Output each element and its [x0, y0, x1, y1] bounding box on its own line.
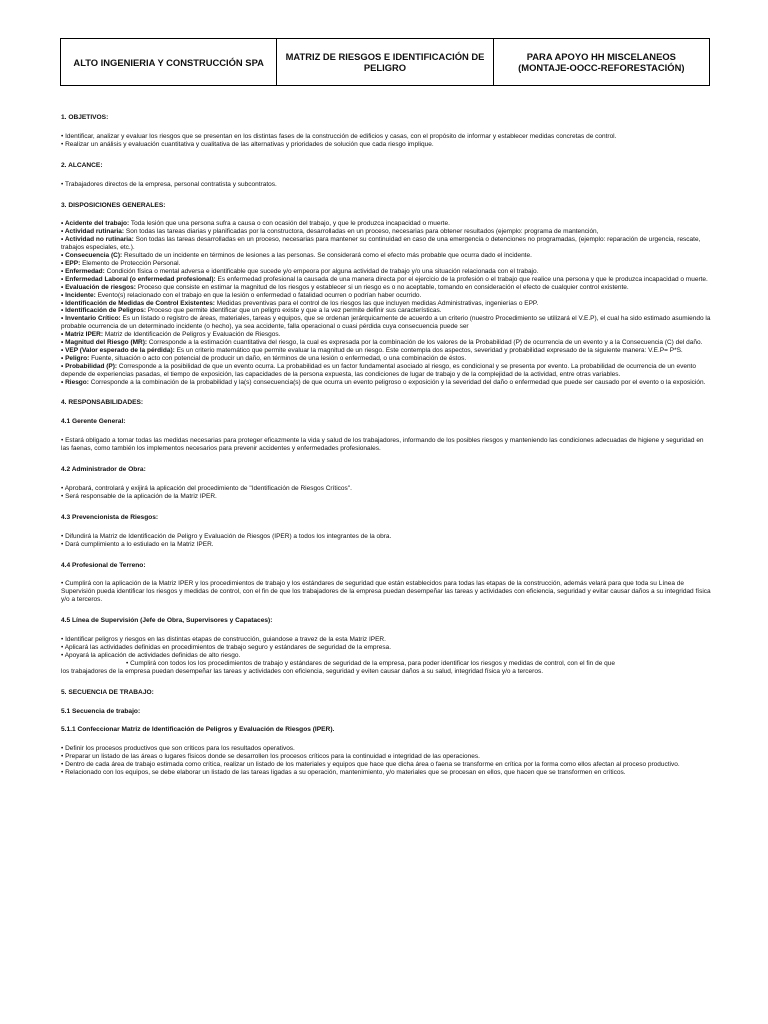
definition-item [61, 379, 713, 387]
definition-item [61, 228, 713, 236]
definition-term: • Incidente: [61, 291, 96, 299]
header-table [60, 38, 710, 86]
definition-item [61, 355, 713, 363]
section-secuencia-title: 5. SECUENCIA DE TRABAJO: [61, 688, 154, 696]
definition-text: Proceso que permite identificar que un peligro existe y que a la vez permite definir sus características. [146, 307, 442, 315]
definition-item [61, 315, 713, 331]
definition-term: • Magnitud del Riesgo (MR): [61, 339, 148, 347]
secuencia-item: • Dentro de cada área de trabajo estimada como crítica, realizar un listado de los materiales y equipos que hace que dicha área o faena se transforme en crítica por la forma como ellos afectan al proceso productivo. [61, 761, 680, 769]
definition-item [61, 331, 713, 339]
definition-item [61, 260, 713, 268]
definition-text: Son todas las tareas diarias y planificadas por la constructora, desarrolladas en un proceso, necesarias para obtener resultados (ejemplo: programa de mantención, [124, 228, 599, 236]
definition-text: Condición física o mental adversa e identificable que sucede y/o empeora por alguna actividad de trabajo y/o una situación relacionada con el trabajo. [104, 267, 539, 275]
definition-text: Es un criterio matemático que permite evaluar la magnitud de un riesgo. Este contempla dos aspectos, severidad y probabilidad expresado de la siguiente manera: V.E.P= P*S. [174, 346, 683, 354]
supervision-item: • Aplicará las actividades definidas en procedimientos de trabajo seguro y estándares de seguridad de la empresa. [61, 643, 392, 651]
definition-text: Proceso que consiste en estimar la magnitud de los riesgos y establecer si un riesgo es o no aceptable, tomando en consideración el efecto de cualquier control existente. [135, 283, 629, 291]
definition-term: • Identificación de Peligros: [61, 307, 146, 315]
supervision-extra-lead: • Cumplirá con todos los los procedimientos de trabajo y estándares de seguridad de la empresa, para poder identificar los riesgos y medidas de control, con el fin de que [126, 659, 615, 667]
section-alcance-title: 2. ALCANCE: [61, 161, 103, 169]
definition-term: • EPP: [61, 259, 81, 267]
definition-term: • Matriz IPER: [61, 331, 104, 339]
profesional-text: • Cumplirá con la aplicación de la Matriz IPER y los procedimientos de trabajo y los estándares de seguridad que están establecidos para todas las etapas de la construcción, además velará para que toda su Línea de Supervisión pueda identificar los riesgos y medidas de control, con el fin de que los trabajadores de la empresa puedan desempeñar las tareas y actividades con eficiencia, seguridad y evitar causar daños a su integridad física y/o a terceros. [61, 580, 711, 604]
subsection-supervision-title: 4.5 Línea de Supervisión (Jefe de Obra, Supervisores y Capataces): [61, 617, 273, 625]
header-purpose: PARA APOYO HH MISCELANEOS (MONTAJE-OOCC-REFORESTACIÓN) [518, 51, 685, 73]
definitions-list [61, 220, 713, 386]
administrador-item: • Será responsable de la aplicación de la Matriz IPER. [61, 492, 217, 500]
objetivo-item: • Realizar un análisis y evaluación cuantitativa y cualitativa de las alternativas y prioridades de solución que cada riesgo implique. [61, 140, 434, 148]
supervision-item: • Apoyará la aplicación de actividades definidas de alto riesgo. [61, 651, 241, 659]
definition-text: Elemento de Protección Personal. [80, 259, 181, 267]
definition-term: • Evaluación de riesgos: [61, 283, 136, 291]
definition-text: Evento(s) relacionado con el trabajo en que la lesión o enfermedad o fatalidad ocurren o podrían haber ocurrido. [95, 291, 422, 299]
definition-term: • Enfermedad Laboral (o enfermedad profesional): [61, 275, 216, 283]
definition-item [61, 268, 713, 276]
definition-term: • Peligro: [61, 354, 90, 362]
definition-term: • Actividad rutinaria: [61, 228, 125, 236]
definition-item [61, 252, 713, 260]
gerente-text: • Estará obligado a tomar todas las medidas necesarias para proteger eficazmente la vida y salud de los trabajadores, informando de los posibles riesgos y manteniendo las condiciones adecuadas de higiene y seguridad en las faenas, como también los implementos necesarios para prevenir accidentes y enfermedades profesionales. [61, 437, 704, 453]
definition-item [61, 220, 713, 228]
definition-text: Toda lesión que una persona sufra a causa o con ocasión del trabajo, y que le produzca incapacidad o muerte. [129, 220, 450, 228]
subsection-gerente-title: 4.1 Gerente General: [61, 418, 126, 426]
alcance-text: • Trabajadores directos de la empresa, personal contratista y subcontratos. [61, 180, 277, 188]
administrador-item: • Aprobará, controlará y exijirá la aplicación del procedimiento de "Identificación de Riesgos Críticos". [61, 485, 352, 492]
definition-item [61, 347, 713, 355]
definition-item [61, 363, 713, 379]
header-company: ALTO INGENIERIA Y CONSTRUCCIÓN SPA [61, 39, 277, 85]
definition-text: Corresponde a la posibilidad de que un evento ocurra. La probabilidad es un factor fundamental asociado al riesgo, es condicional y se presenta por evento. La probabilidad de ocurrencia de un evento depende de experiencias pasadas, el tiempo de exposición, las capacidades de la persona expuesta, las condiciones de lugar de trabajo y de la complejidad de la actividad, entre otras variables. [61, 362, 696, 378]
document-body [61, 114, 713, 777]
definition-text: Es un listado o registro de áreas, materiales, tareas y equipos, que se ordenan jerárquicamente de acuerdo a un criterio (nuestro Procedimiento se utilizará el V.E.P), el cual ha sido estimado asumiendo la probable ocurrencia de un determinado incidente (o hecho), ya sea accidente, falla operacional o cuasi pérdida cuya consecuencia puede ser [61, 315, 711, 331]
definition-text: Matriz de Identificación de Peligros y Evaluación de Riesgos. [103, 331, 281, 339]
section-responsabilidades-title: 4. RESPONSABILIDADES: [61, 399, 144, 407]
definition-term: • Inventario Crítico: [61, 315, 121, 323]
subsection-prevencionista-title: 4.3 Prevencionista de Riesgos: [61, 513, 159, 521]
objetivo-item: • Identificar, analizar y evaluar los riesgos que se presentan en los distintas fases de la construcción de edificios y casas, con el propósito de informar y establecer medidas concretas de control. [61, 132, 617, 140]
secuencia-item: • Preparar un listado de las áreas o lugares físicos donde se desarrollen los procesos críticos para la continuidad e integridad de las operaciones. [61, 753, 480, 761]
subsection-secuencia-title: 5.1 Secuencia de trabajo: [61, 707, 141, 715]
definition-text: Corresponde a la combinación de la probabilidad y la(s) consecuencia(s) de que ocurra un evento peligroso o exposición y la severidad del daño o enfermedad que puede ser causado por el evento o la exposición. [88, 378, 706, 386]
definition-item [61, 307, 713, 315]
definition-term: • Actividad no rutinaria: [61, 236, 134, 244]
definition-text: Fuente, situación o acto con potencial de producir un daño, en términos de una lesión o enfermedad, o una combinación de éstos. [89, 354, 467, 362]
definition-term: • Probabilidad (P): [61, 362, 118, 370]
definition-term: • Enfermedad: [61, 267, 105, 275]
section-objetivos-title: 1. OBJETIVOS: [61, 114, 109, 121]
supervision-item: • Identificar peligros y riesgos en las distintas etapas de construcción, guiandose a travez de la esta Matriz IPER. [61, 636, 386, 644]
prevencionista-item: • Difundirá la Matriz de Identificación de Peligro y Evaluación de Riesgos (IPER) a todos los integrantes de la obra. [61, 532, 392, 540]
definition-text: Resultado de un incidente en términos de lesiones a las personas. Se considerará como el efecto más probable que ocurra dado el incidente. [122, 252, 532, 260]
definition-item [61, 236, 713, 252]
definition-term: • Identificación de Medidas de Control Existentes: [61, 299, 215, 307]
secuencia-item: • Relacionado con los equipos, se debe elaborar un listado de las tareas ligadas a su operación, mantenimiento, y/o materiales que se procesan en ellos, que hacen que se transformen en críticos. [61, 769, 626, 777]
definition-term: • VEP (Valor esperado de la pérdida): [61, 346, 175, 354]
supervision-extra-rest: los trabajadores de la empresa puedan desempeñar las tareas y actividades con eficiencia, seguridad y eviten causar daños a su salud, integridad física y/o a terceros. [61, 667, 543, 675]
definition-item [61, 339, 713, 347]
definition-text: Corresponde a la estimación cuantitativa del riesgo, la cual es expresada por la combinación de los valores de la Probabilidad (P) de ocurrencia de un evento y a la Consecuencia (C) del daño. [147, 339, 703, 347]
definition-term: • Acidente del trabajo: [61, 220, 130, 228]
definition-item [61, 292, 713, 300]
definition-term: • Riesgo: [61, 378, 89, 386]
secuencia-item: • Definir los procesos productivos que son críticos para los resultados operativos. [61, 745, 295, 753]
section-disposiciones-title: 3. DISPOSICIONES GENERALES: [61, 201, 166, 209]
subsection-profesional-title: 4.4 Profesional de Terreno: [61, 561, 146, 569]
prevencionista-item: • Dará cumplimiento a lo estiulado en la Matriz IPER. [61, 540, 214, 548]
definition-text: Medidas preventivas para el control de los riesgos las que incluyen medidas Administrativas, ingenierías o EPP. [214, 299, 539, 307]
header-document-title: MATRIZ DE RIESGOS E IDENTIFICACIÓN DE PELIGRO [277, 39, 493, 85]
definition-item [61, 300, 713, 308]
definition-item [61, 276, 713, 284]
definition-text: Es enfermedad profesional la causada de una manera directa por el ejercicio de la profesión o el trabajo que realice una persona y que le produzca incapacidad o muerte. [215, 275, 708, 283]
definition-term: • Consecuencia (C): [61, 252, 123, 260]
definition-item [61, 284, 713, 292]
subsection-administrador-title: 4.2 Administrador de Obra: [61, 466, 146, 474]
subsubsection-iper-title: 5.1.1 Confeccionar Matriz de Identificación de Peligros y Evaluación de Riesgos (IPER). [61, 726, 335, 734]
definition-text: Son todas las tareas desarrolladas en un proceso, necesarias para mantener su continuidad en caso de una emergencia o detenciones no programadas, (ejemplo: reparación de urgencia, rescate, trabajos especiales, etc.). [61, 236, 701, 252]
